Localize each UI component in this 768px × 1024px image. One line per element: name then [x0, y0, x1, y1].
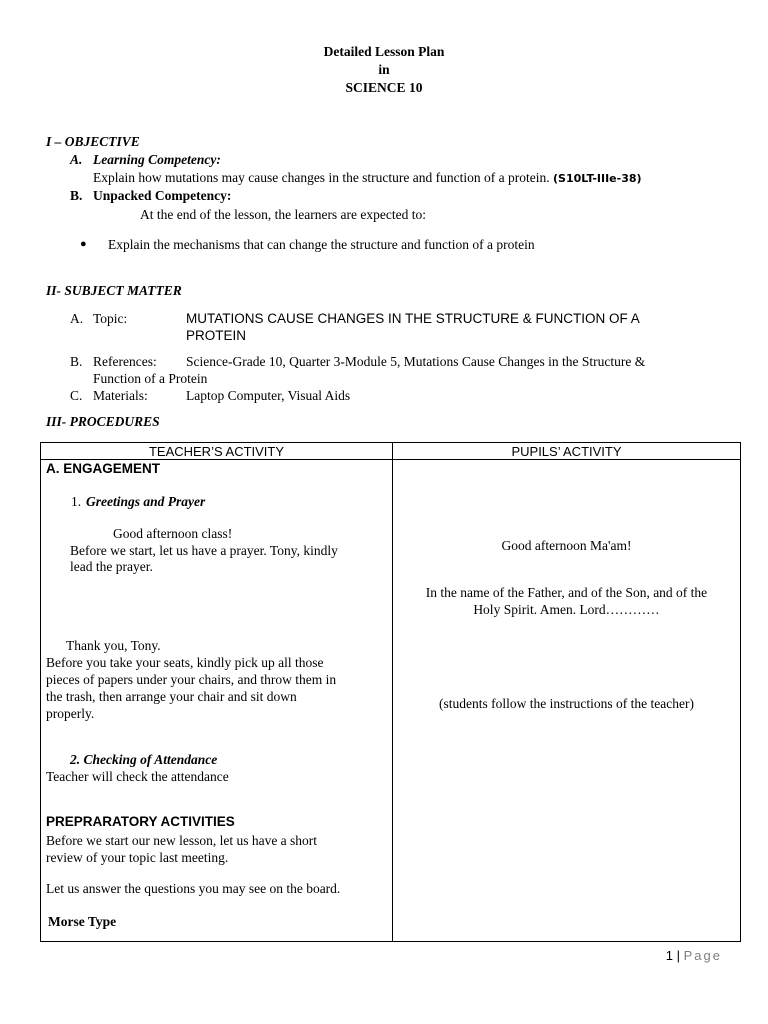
teacher-greeting: Good afternoon class!: [113, 526, 233, 541]
objective-b-label: B.: [70, 188, 83, 203]
attendance-title: 2. Checking of Attendance: [70, 752, 218, 767]
subject-c-label: C.: [70, 388, 83, 403]
teacher-activity-header: TEACHER’S ACTIVITY: [41, 443, 393, 460]
subject-a-label: A.: [70, 311, 84, 326]
pupils-greeting: Good afternoon Ma'am!: [501, 538, 632, 553]
unpacked-competency-title: Unpacked Competency:: [93, 188, 232, 203]
topic-value-line1: MUTATIONS CAUSE CHANGES IN THE STRUCTURE & FUNCTION OF A: [186, 311, 640, 326]
doc-title-line2: in: [378, 62, 390, 77]
teacher-seats-line3: the trash, then arrange your chair and sit down: [46, 689, 297, 704]
pupils-activity-cell: [393, 460, 741, 942]
engagement-heading: A. ENGAGEMENT: [46, 461, 161, 476]
attendance-text: Teacher will check the attendance: [46, 769, 229, 784]
learning-competency-text: [93, 170, 642, 186]
bullet-icon: ●: [80, 238, 87, 250]
learning-competency-title: Learning Competency:: [93, 152, 221, 167]
teacher-activity-cell: [41, 460, 393, 942]
subject-b-label: B.: [70, 354, 83, 369]
greetings-prayer-title: Greetings and Prayer: [86, 494, 206, 509]
teacher-thanks: Thank you, Tony.: [66, 638, 161, 653]
page-label: Page: [683, 948, 722, 963]
preparatory-line2: review of your topic last meeting.: [46, 850, 229, 865]
materials-key: Materials:: [93, 388, 148, 403]
doc-title-line1: Detailed Lesson Plan: [323, 44, 445, 59]
page-footer: [666, 948, 722, 963]
objective-a-label: A.: [70, 152, 83, 167]
pupils-prayer-line2: Holy Spirit. Amen. Lord…………: [473, 602, 660, 617]
teacher-prayer-line1: Before we start, let us have a prayer. Tony, kindly: [70, 543, 338, 558]
references-value-line2: Function of a Protein: [93, 371, 208, 386]
subject-matter-heading: II- SUBJECT MATTER: [46, 283, 182, 298]
references-key: References:: [93, 354, 157, 369]
doc-title-line3: SCIENCE 10: [345, 80, 423, 95]
pupils-prayer-line1: In the name of the Father, and of the Son, and of the: [425, 585, 708, 600]
procedures-table-header: [41, 443, 741, 460]
step1-number: 1.: [71, 494, 82, 509]
references-value-line1: Science-Grade 10, Quarter 3-Module 5, Mutations Cause Changes in the Structure &: [186, 354, 646, 369]
preparatory-line3: Let us answer the questions you may see on the board.: [46, 881, 341, 896]
procedures-table-row: [41, 460, 741, 942]
preparatory-activities-title: PREPRARATORY ACTIVITIES: [46, 814, 235, 829]
morse-type-label: Morse Type: [48, 914, 117, 929]
teacher-prayer-line2: lead the prayer.: [70, 559, 153, 574]
topic-key: Topic:: [93, 311, 128, 326]
teacher-seats-line2: pieces of papers under your chairs, and throw them in: [46, 672, 337, 687]
teacher-seats-line4: properly.: [46, 706, 95, 721]
topic-value-line2: PROTEIN: [186, 328, 247, 343]
objective-bullet-item: Explain the mechanisms that can change the structure and function of a protein: [108, 237, 535, 252]
preparatory-line1: Before we start our new lesson, let us have a short: [46, 833, 318, 848]
pupils-instructions: (students follow the instructions of the teacher): [439, 696, 694, 711]
procedures-table: [40, 442, 741, 942]
pupils-activity-header: PUPILS’ ACTIVITY: [393, 443, 741, 460]
learning-competency-statement: Explain how mutations may cause changes in the structure and function of a protein.: [93, 170, 550, 185]
materials-value: Laptop Computer, Visual Aids: [186, 388, 351, 403]
page-number: 1: [665, 948, 673, 963]
competency-code: (S10LT-IIIe-38): [553, 172, 642, 185]
unpacked-competency-text: At the end of the lesson, the learners are expected to:: [140, 207, 427, 222]
teacher-seats-line1: Before you take your seats, kindly pick up all those: [46, 655, 324, 670]
objective-heading: I – OBJECTIVE: [46, 134, 140, 149]
procedures-heading: III- PROCEDURES: [46, 414, 160, 429]
page-separator: |: [676, 948, 680, 963]
